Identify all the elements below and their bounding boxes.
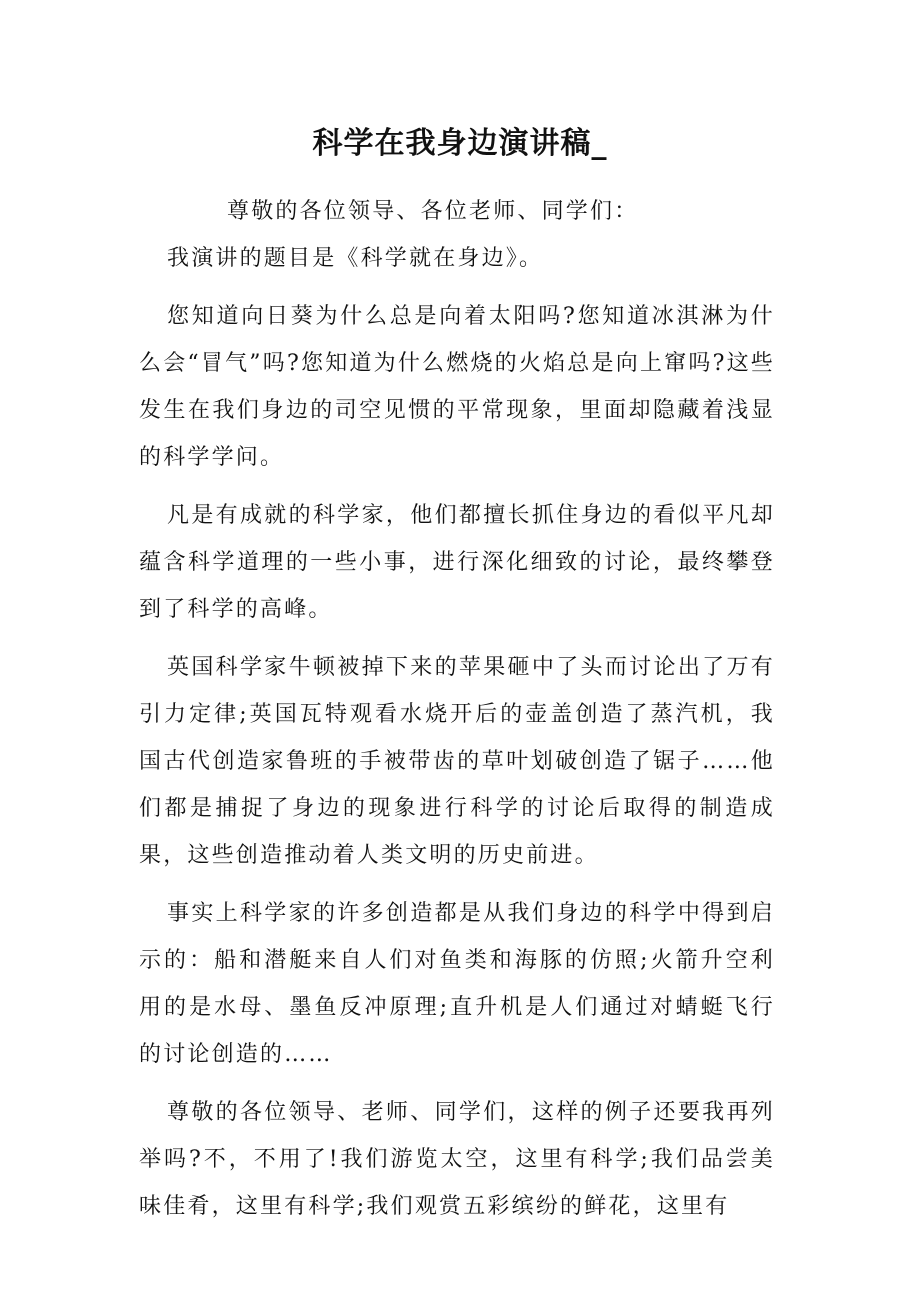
paragraph-6: 尊敬的各位领导、老师、同学们，这样的例子还要我再列举吗?不，不用了!我们游览太空，这里有科学;我们品尝美味佳肴，这里有科学;我们观赏五彩缤纷的鲜花，这里有 [139,1100,775,1219]
paragraph-1: 我演讲的题目是《科学就在身边》。 [167,246,544,271]
paragraph-3: 凡是有成就的科学家，他们都擅长抓住身边的看似平凡却蕴含科学道理的一些小事，进行深化细致的讨论，最终攀登到了科学的高峰。 [139,503,775,622]
paragraph-4: 英国科学家牛顿被掉下来的苹果砸中了头而讨论出了万有引力定律;英国瓦特观看水烧开后的壶盖创造了蒸汽机，我国古代创造家鲁班的手被带齿的草叶划破创造了锯子……他们都是捕捉了身边的现象进行科学的讨论后取得的制造成果，这些创造推动着人类文明的历史前进。 [139,655,775,868]
document-body [139,188,775,1230]
paragraph-2: 您知道向日葵为什么总是向着太阳吗?您知道冰淇淋为什么会“冒气”吗?您知道为什么燃烧的火焰总是向上窜吗?这些发生在我们身边的司空见惯的平常现象，里面却隐藏着浅显的科学学问。 [139,304,775,470]
salutation: 尊敬的各位领导、各位老师、同学们： [227,199,639,224]
document-title: 科学在我身边演讲稿_ [312,126,608,161]
paragraph-5: 事实上科学家的许多创造都是从我们身边的科学中得到启示的：船和潜艇来自人们对鱼类和海豚的仿照;火箭升空利用的是水母、墨鱼反冲原理;直升机是人们通过对蜻蜓飞行的讨论创造的…… [139,901,775,1067]
